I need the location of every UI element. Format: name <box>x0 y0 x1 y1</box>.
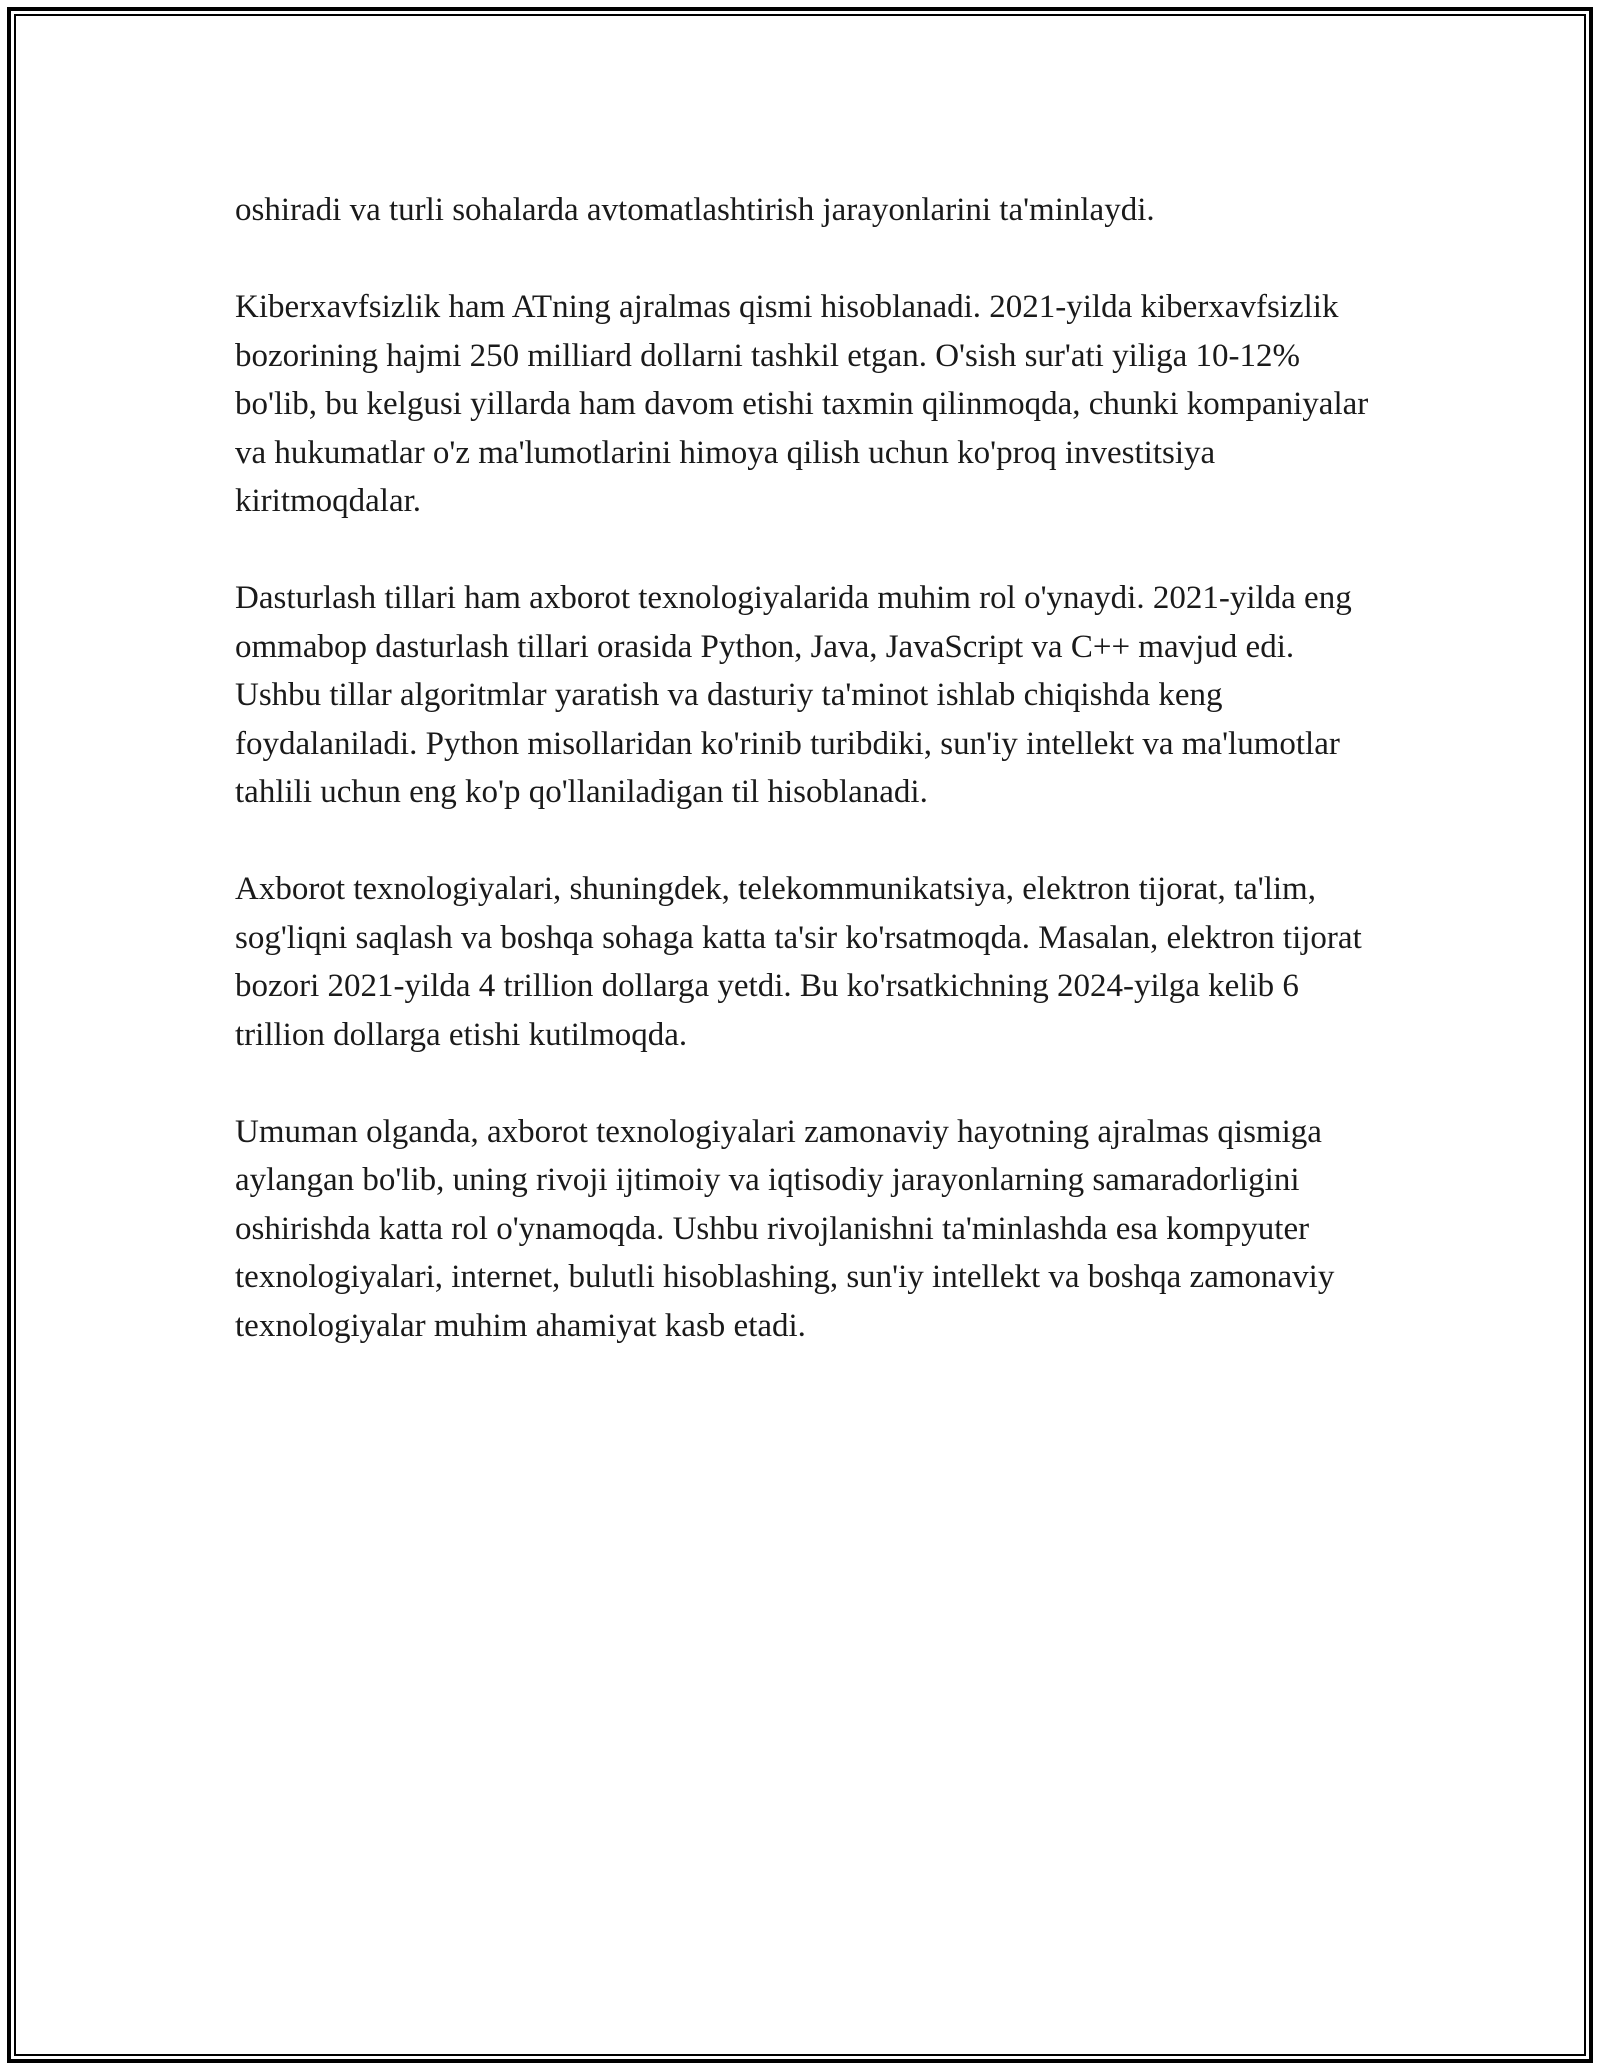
paragraph-industries: Axborot texnologiyalari, shuningdek, telekommunikatsiya, elektron tijorat, ta'lim, sog'liqni saqlash va boshqa sohaga katta ta'sir ko'rsatmoqda. Masalan, elektron tijorat bozori 2021-yilda 4 trillion dollarga yetdi. Bu ko'rsatkichning 2024-yilga kelib 6 trillion dollarga etishi kutilmoqda. <box>235 871 1362 1053</box>
paragraph-conclusion: Umuman olganda, axborot texnologiyalari zamonaviy hayotning ajralmas qismiga aylangan bo'lib, uning rivoji ijtimoiy va iqtisodiy jarayonlarning samaradorligini oshirishda katta rol o'ynamoqda. Ushbu rivojlanishni ta'minlashda esa kompyuter texnologiyalari, internet, bulutli hisoblashing, sun'iy intellekt va boshqa zamonaviy texnologiyalar muhim ahamiyat kasb etadi. <box>235 1113 1335 1344</box>
paragraph-continuation: oshiradi va turli sohalarda avtomatlashtirish jarayonlarini ta'minlaydi. <box>235 192 1155 228</box>
paragraph-cybersecurity: Kiberxavfsizlik ham ATning ajralmas qismi hisoblanadi. 2021-yilda kiberxavfsizlik bozorining hajmi 250 milliard dollarni tashkil etgan. O'sish sur'ati yiliga 10-12% bo'lib, bu kelgusi yillarda ham davom etishi taxmin qilinmoqda, chunki kompaniyalar va hukumatlar o'z ma'lumotlarini himoya qilish uchun ko'proq investitsiya kiritmoqdalar. <box>235 289 1369 519</box>
paragraph-programming-languages: Dasturlash tillari ham axborot texnologiyalarida muhim rol o'ynaydi. 2021-yilda eng ommabop dasturlash tillari orasida Python, Java, JavaScript va C++ mavjud edi. Ushbu tillar algoritmlar yaratish va dasturiy ta'minot ishlab chiqishda keng foydalaniladi. Python misollaridan ko'rinib turibdiki, sun'iy intellekt va ma'lumotlar tahlili uchun eng ko'p qo'llaniladigan til hisoblanadi. <box>235 580 1352 810</box>
document-body <box>235 186 1375 1399</box>
